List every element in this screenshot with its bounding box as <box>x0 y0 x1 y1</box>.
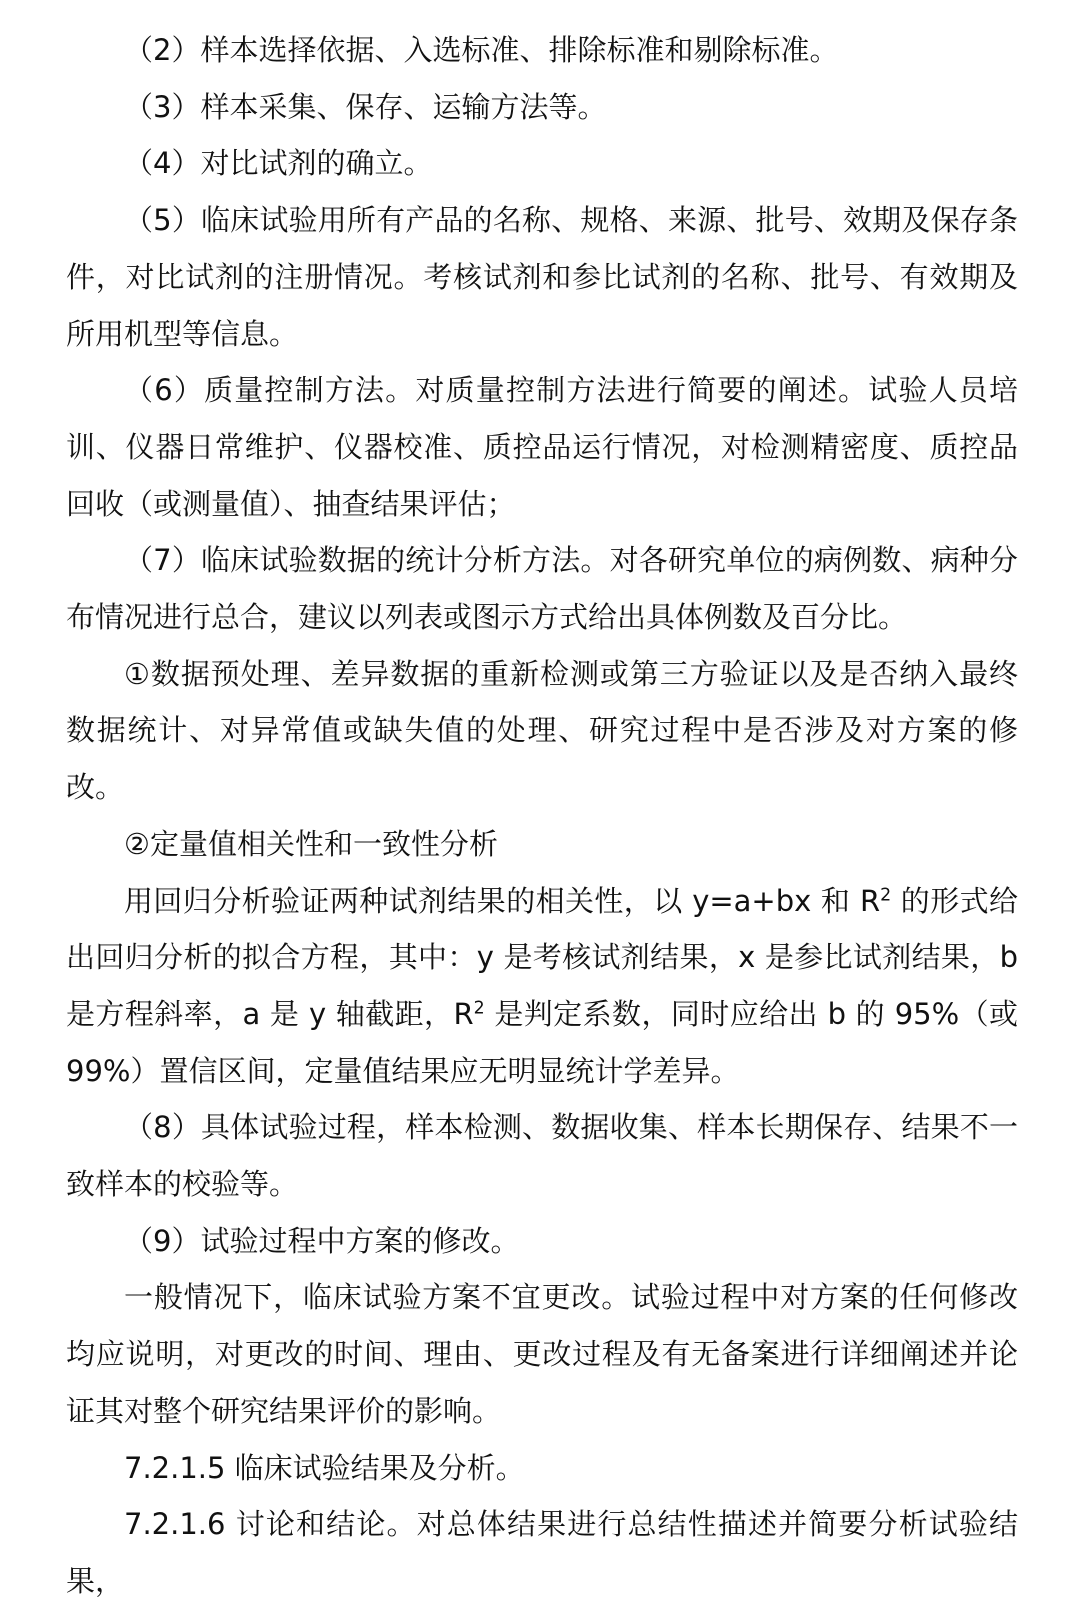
paragraph-item-5: （5）临床试验用所有产品的名称、规格、来源、批号、效期及保存条件，对比试剂的注册情况。考核试剂和参比试剂的名称、批号、有效期及所用机型等信息。 <box>66 203 1018 351</box>
section-7-2-1-5: 7.2.1.5 临床试验结果及分析。 <box>124 1450 525 1485</box>
paragraph-item-7: （7）临床试验数据的统计分析方法。对各研究单位的病例数、病种分布情况进行总合，建议以列表或图示方式给出具体例数及百分比。 <box>66 543 1018 635</box>
paragraph-circled-2: ②定量值相关性和一致性分析 <box>124 826 498 861</box>
paragraph-item-9: （9）试验过程中方案的修改。 <box>124 1223 520 1258</box>
paragraph-item-8: （8）具体试验过程，样本检测、数据收集、样本长期保存、结果不一致样本的校验等。 <box>66 1110 1018 1202</box>
section-7-2-1-6: 7.2.1.6 讨论和结论。对总体结果进行总结性描述并简要分析试验结果， <box>66 1507 1018 1598</box>
paragraph-item-2: （2）样本选择依据、入选标准、排除标准和剔除标准。 <box>124 33 839 67</box>
superscript-2-second: 2 <box>473 998 485 1019</box>
regression-text-2: 的形式给出回归分析的拟合方程，其中：y 是考核试剂结果，x 是参比试剂结果，b 是方程斜率，a 是 y 轴截距，R <box>66 883 1018 1031</box>
paragraph-protocol-change: 一般情况下，临床试验方案不宜更改。试验过程中对方案的任何修改均应说明，对更改的时间、理由、更改过程及有无备案进行详细阐述并论证其对整个研究结果评价的影响。 <box>66 1280 1018 1428</box>
paragraph-item-3: （3）样本采集、保存、运输方法等。 <box>124 89 607 124</box>
regression-text-3: 是判定系数，同时应给出 b 的 95%（或 99%）置信区间，定量值结果应无明显统计学差异。 <box>66 996 1018 1088</box>
regression-text-1: 用回归分析验证两种试剂结果的相关性，以 y=a+bx 和 R <box>124 883 881 918</box>
superscript-2-first: 2 <box>880 884 892 905</box>
paragraph-item-6: （6）质量控制方法。对质量控制方法进行简要的阐述。试验人员培训、仪器日常维护、仪器校准、质控品运行情况，对检测精密度、质控品回收（或测量值）、抽查结果评估； <box>66 373 1018 521</box>
paragraph-item-4: （4）对比试剂的确立。 <box>124 146 433 181</box>
paragraph-circled-1: ①数据预处理、差异数据的重新检测或第三方验证以及是否纳入最终数据统计、对异常值或缺失值的处理、研究过程中是否涉及对方案的修改。 <box>66 656 1018 805</box>
paragraph-regression <box>66 873 1018 1100</box>
